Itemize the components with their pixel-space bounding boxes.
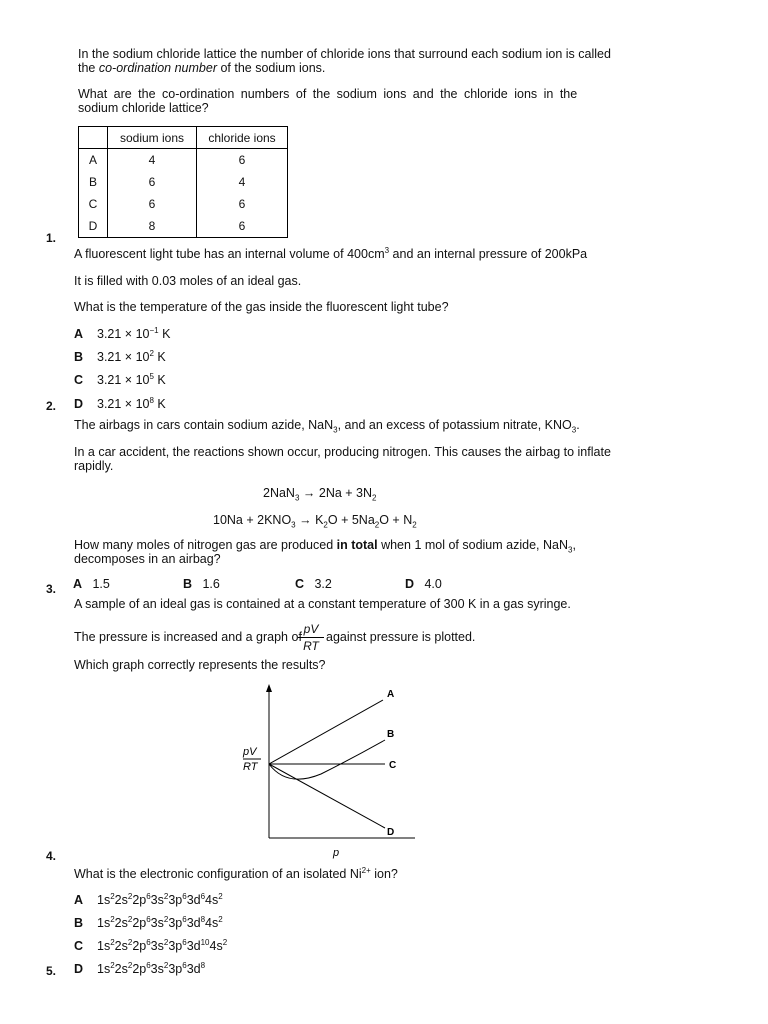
q3-text-line3: rapidly. — [74, 459, 114, 473]
orbital-label: 1s — [97, 939, 111, 953]
q5-line1-a: What is the electronic configuration of an isolated Ni — [74, 867, 362, 881]
fraction-numerator: pV — [303, 622, 319, 636]
orbital-label: 3p — [168, 916, 183, 930]
option-value — [97, 397, 166, 411]
option-unit: K — [158, 327, 171, 341]
option-configuration — [97, 893, 223, 907]
table-row — [79, 215, 288, 238]
option-value: 4.0 — [424, 577, 442, 591]
q3-line1-a: The airbags in cars contain sodium azide, NaN — [74, 418, 334, 432]
eq2-d: O + N — [379, 513, 413, 527]
q2-option-a[interactable] — [0, 327, 300, 341]
orbital-label: 4s — [205, 916, 219, 930]
orbital-label: 2p — [132, 939, 147, 953]
electron-count: 6 — [200, 891, 206, 901]
table-cell-label: A — [79, 149, 108, 172]
eq2-sub1: 3 — [291, 520, 296, 530]
orbital-label: 2s — [114, 893, 128, 907]
q3-equation-2 — [213, 513, 417, 530]
option-letter: D — [74, 397, 84, 411]
q2-line1-sup: 3 — [384, 245, 390, 255]
electron-count: 2 — [127, 937, 133, 947]
electron-count: 2 — [110, 914, 115, 924]
eq1-sub1: 3 — [294, 493, 300, 503]
option-value: 3.2 — [314, 577, 332, 591]
q2-text-line1 — [74, 247, 587, 261]
option-unit: K — [153, 397, 166, 411]
option-letter: C — [74, 939, 84, 953]
q3-line1-sub2: 3 — [571, 425, 577, 435]
q2-option-c[interactable] — [0, 373, 300, 387]
option-letter: C — [295, 577, 305, 591]
q1-text-line2-post: of the sodium ions. — [216, 61, 326, 75]
q1-text-line2-pre: the — [78, 61, 99, 75]
option-value — [97, 350, 166, 364]
q4-text-line1: A sample of an ideal gas is contained at a constant temperature of 300 K in a gas syringe. — [74, 597, 571, 611]
q5-option-c[interactable] — [0, 939, 300, 953]
eq2-b: → K — [295, 513, 324, 527]
option-exponent: −1 — [149, 325, 159, 335]
orbital-label: 2p — [132, 916, 147, 930]
x-label: p — [333, 847, 340, 859]
orbital-label: 4s — [205, 893, 219, 907]
q3-line4-b: when 1 mol of sodium azide, NaN — [377, 538, 568, 552]
orbital-label: 2s — [114, 962, 128, 976]
electron-count: 6 — [146, 914, 151, 924]
q3-question-line1 — [74, 538, 576, 555]
q2-question: What is the temperature of the gas inside the fluorescent light tube? — [74, 300, 449, 314]
electron-count: 2 — [163, 914, 169, 924]
electron-count: 2 — [163, 937, 169, 947]
orbital-label: 1s — [97, 962, 111, 976]
table-cell-chloride: 6 — [197, 149, 288, 172]
orbital-label: 2p — [132, 893, 147, 907]
electron-count: 6 — [146, 937, 151, 947]
electron-count: 2 — [163, 891, 169, 901]
orbital-label: 2s — [114, 916, 128, 930]
curve-label-a: A — [387, 689, 395, 700]
option-unit: K — [153, 350, 166, 364]
option-base: 3.21 × 10 — [97, 373, 150, 387]
orbital-label: 3d — [186, 962, 201, 976]
table-cell-sodium: 6 — [108, 171, 197, 193]
q3-option-d[interactable] — [405, 577, 495, 591]
table-cell-sodium: 6 — [108, 193, 197, 215]
option-letter: A — [73, 577, 83, 591]
option-exponent: 8 — [149, 395, 154, 405]
orbital-label: 3s — [150, 962, 164, 976]
table-cell-chloride: 6 — [197, 215, 288, 238]
q5-option-b[interactable] — [0, 916, 300, 930]
eq1-b: → 2Na + 3N — [299, 486, 373, 500]
option-letter: B — [183, 577, 193, 591]
option-value — [97, 373, 166, 387]
question-number-5: 5. — [46, 964, 57, 978]
q3-option-b[interactable] — [183, 577, 273, 591]
table-cell-label: C — [79, 193, 108, 215]
eq2-c: O + 5Na — [327, 513, 375, 527]
q3-question-line2: decomposes in an airbag? — [74, 552, 221, 566]
q2-text-line2: It is filled with 0.03 moles of an ideal gas. — [74, 274, 302, 288]
orbital-label: 3p — [168, 939, 183, 953]
electron-count: 2 — [110, 891, 115, 901]
q1-text-line1: In the sodium chloride lattice the number of chloride ions that surround each sodium ion is called — [78, 47, 611, 61]
option-letter: D — [74, 962, 84, 976]
option-exponent: 5 — [149, 371, 154, 381]
q4-text-line2-b: against pressure is plotted. — [326, 630, 476, 644]
electron-count: 6 — [146, 891, 151, 901]
eq2-a: 10Na + 2KNO — [213, 513, 292, 527]
curve-d — [269, 764, 385, 828]
electron-count: 6 — [182, 937, 187, 947]
table-row — [79, 171, 288, 193]
option-base: 3.21 × 10 — [97, 327, 150, 341]
electron-count: 6 — [182, 960, 187, 970]
coordination-table — [78, 126, 288, 238]
orbital-label: 3d — [186, 916, 201, 930]
table-row — [79, 193, 288, 215]
table-row — [79, 149, 288, 172]
table-cell-chloride: 4 — [197, 171, 288, 193]
curve-label-d: D — [387, 827, 395, 838]
q3-line1-sub1: 3 — [333, 425, 338, 435]
electron-count: 6 — [146, 960, 151, 970]
q5-question — [74, 867, 398, 881]
electron-count: 10 — [200, 937, 210, 947]
electron-count: 2 — [110, 960, 115, 970]
q3-text-line1 — [74, 418, 580, 435]
option-letter: A — [74, 327, 84, 341]
table-header-cell: sodium ions — [108, 127, 197, 149]
table-header-cell: chloride ions — [197, 127, 288, 149]
electron-count: 6 — [182, 914, 187, 924]
orbital-label: 3s — [150, 939, 164, 953]
q4-question: Which graph correctly represents the results? — [74, 658, 326, 672]
electron-count: 2 — [163, 960, 169, 970]
q5-charge: 2+ — [361, 865, 371, 875]
q3-text-line2: In a car accident, the reactions shown occur, producing nitrogen. This causes the airbag to inflate — [74, 445, 611, 459]
table-cell-label: B — [79, 171, 108, 193]
eq1-sub2: 2 — [372, 493, 377, 503]
option-value — [97, 327, 170, 341]
q3-line4-c: , — [572, 538, 576, 552]
option-unit: K — [153, 373, 166, 387]
eq2-sub3: 2 — [374, 520, 380, 530]
option-letter: B — [74, 350, 84, 364]
table-cell-sodium: 8 — [108, 215, 197, 238]
orbital-label: 2p — [132, 962, 147, 976]
orbital-label: 3p — [168, 893, 183, 907]
q1-question-line1: What are the co-ordination numbers of the sodium ions and the chloride ions in the — [78, 87, 578, 101]
option-letter: A — [74, 893, 84, 907]
electron-count: 2 — [110, 937, 115, 947]
orbital-label: 3s — [150, 916, 164, 930]
q2-option-d[interactable] — [0, 397, 300, 411]
q2-option-b[interactable] — [0, 350, 300, 364]
option-letter: C — [74, 373, 84, 387]
eq2-sub4: 2 — [412, 520, 417, 530]
orbital-label: 1s — [97, 893, 111, 907]
electron-count: 2 — [218, 891, 223, 901]
option-configuration — [97, 962, 205, 976]
y-label-numerator: pV — [243, 746, 257, 758]
q1-question-line2: sodium chloride lattice? — [78, 101, 209, 115]
electron-count: 2 — [218, 914, 223, 924]
orbital-label: 2s — [114, 939, 128, 953]
q2-line1-b: and an internal pressure of 200kPa — [389, 247, 588, 261]
question-number-1: 1. — [46, 231, 57, 245]
curve-a — [269, 700, 383, 764]
option-configuration — [97, 916, 223, 930]
electron-count: 8 — [200, 960, 206, 970]
orbital-label: 3s — [150, 893, 164, 907]
electron-count: 6 — [182, 891, 187, 901]
option-letter: D — [405, 577, 415, 591]
q3-in-total: in total — [336, 538, 378, 552]
option-exponent: 2 — [149, 348, 154, 358]
q3-line4-a: How many moles of nitrogen gas are produced — [74, 538, 337, 552]
curve-label-c: C — [389, 760, 397, 771]
curve-label-b: B — [387, 729, 395, 740]
q3-option-a[interactable] — [73, 577, 163, 591]
y-label-denominator: RT — [243, 761, 258, 773]
q1-term-coordination-number: co-ordination number — [98, 61, 217, 75]
electron-count: 2 — [127, 891, 133, 901]
q5-line1-b: ion? — [370, 867, 398, 881]
table-cell-sodium: 4 — [108, 149, 197, 172]
q3-line1-b: , and an excess of potassium nitrate, KNO — [337, 418, 572, 432]
table-header-row — [79, 127, 288, 149]
eq1-a: 2NaN — [263, 486, 295, 500]
electron-count: 2 — [222, 937, 228, 947]
q3-option-c[interactable] — [295, 577, 385, 591]
orbital-label: 4s — [209, 939, 223, 953]
table-cell-label: D — [79, 215, 108, 238]
q5-option-a[interactable] — [0, 893, 300, 907]
q4-text-line2-a: The pressure is increased and a graph of — [74, 630, 302, 644]
q3-line4-sub: 3 — [567, 545, 573, 555]
eq2-sub2: 2 — [323, 520, 328, 530]
q4-inline-fraction — [298, 622, 324, 653]
table-cell-chloride: 6 — [197, 193, 288, 215]
electron-count: 2 — [127, 914, 133, 924]
orbital-label: 1s — [97, 916, 111, 930]
option-value: 1.5 — [92, 577, 110, 591]
y-axis-arrow — [266, 684, 272, 692]
table-header-cell — [79, 127, 108, 149]
q3-equation-1 — [263, 486, 377, 503]
option-base: 3.21 × 10 — [97, 350, 150, 364]
orbital-label: 3d — [186, 893, 201, 907]
question-number-2: 2. — [46, 399, 57, 413]
fraction-denominator: RT — [303, 639, 319, 653]
option-letter: B — [74, 916, 84, 930]
option-base: 3.21 × 10 — [97, 397, 150, 411]
q4-graph — [235, 680, 425, 860]
question-number-4: 4. — [46, 849, 57, 863]
q5-option-d[interactable] — [0, 962, 300, 976]
q2-line1-a: A fluorescent light tube has an internal volume of 400cm — [74, 247, 385, 261]
fraction-bar — [298, 637, 324, 638]
electron-count: 8 — [200, 914, 206, 924]
q1-text-line2 — [78, 61, 325, 75]
electron-count: 2 — [127, 960, 133, 970]
question-number-3: 3. — [46, 582, 57, 596]
orbital-label: 3d — [186, 939, 201, 953]
q3-line1-c: . — [576, 418, 580, 432]
option-configuration — [97, 939, 227, 953]
option-value: 1.6 — [202, 577, 220, 591]
orbital-label: 3p — [168, 962, 183, 976]
